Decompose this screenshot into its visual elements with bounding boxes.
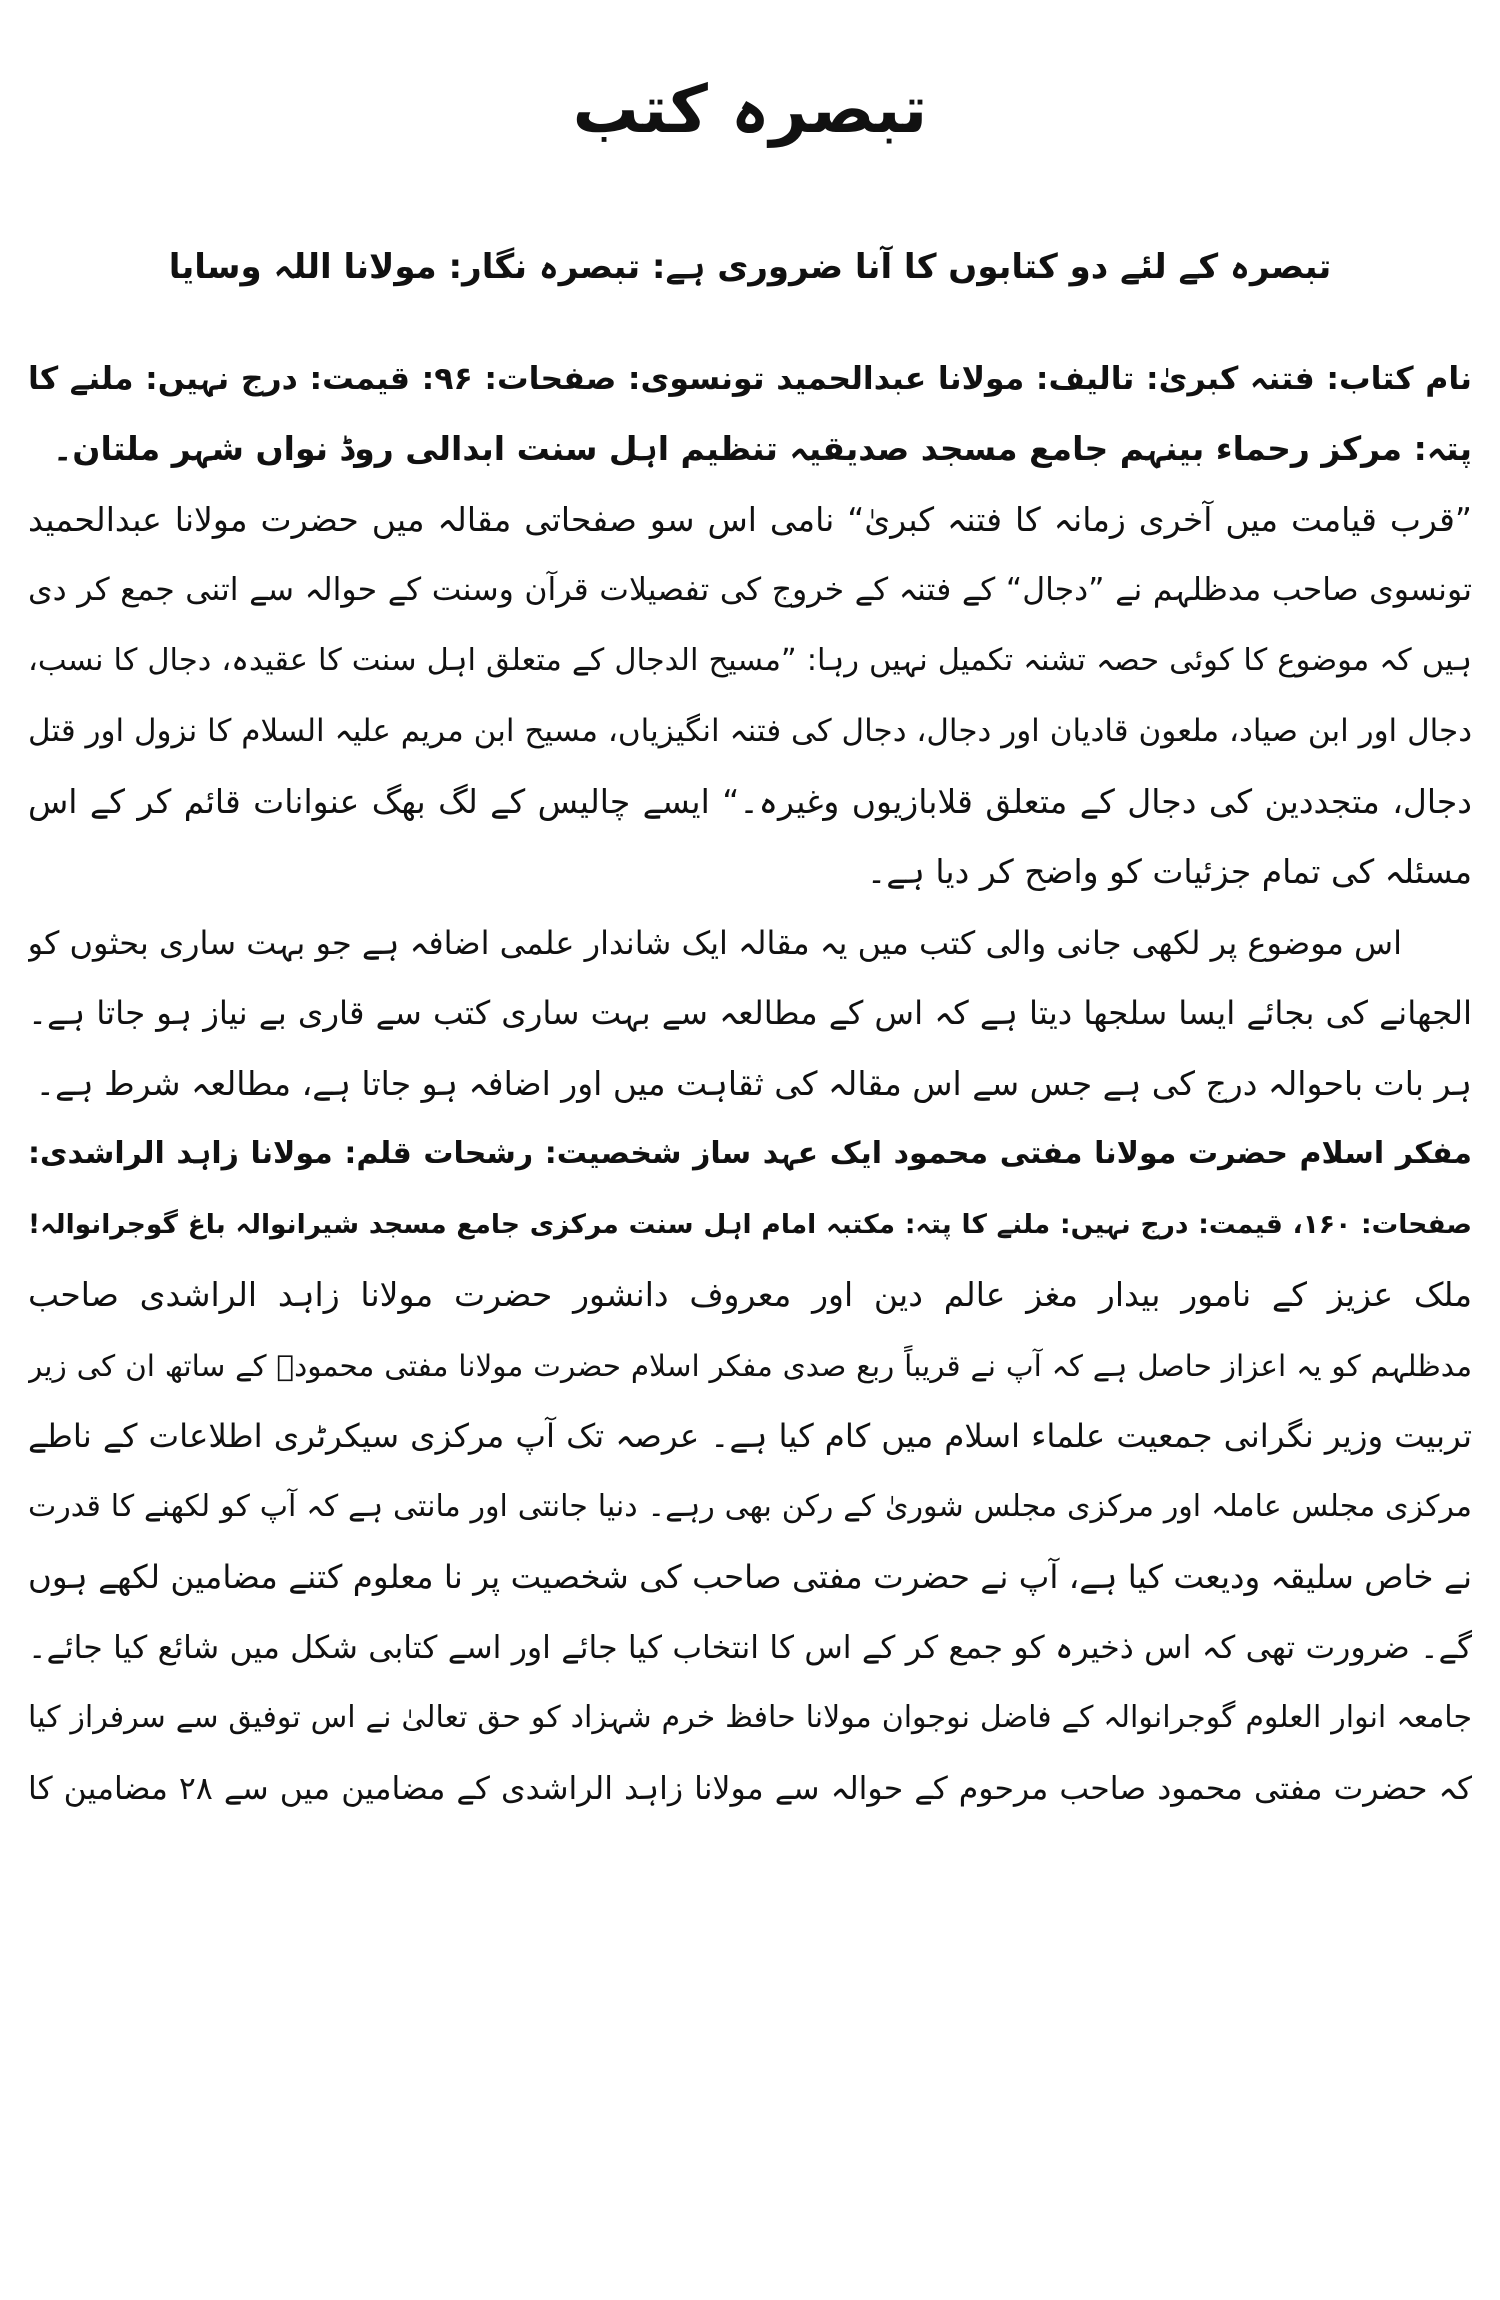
book-one-address-line: پتہ: مرکز رحماء بینہم جامع مسجد صدیقیہ تنظیم اہل سنت ابدالی روڈ نواں شہر ملتان۔ [52, 429, 1472, 469]
text-line: دجال اور ابن صیاد، ملعون قادیان اور دجال، دجال کی فتنہ انگیزیاں، مسیح ابن مریم علیہ السلام کا نزول اور قتل [28, 713, 1472, 750]
text-line: مرکزی مجلس عاملہ اور مرکزی مجلس شوریٰ کے رکن بھی رہے۔ دنیا جانتی اور مانتی ہے کہ آپ کو لکھنے کا قدرت [28, 1488, 1472, 1524]
text-line: نے خاص سلیقہ ودیعت کیا ہے، آپ نے حضرت مفتی صاحب کی شخصیت پر نا معلوم کتنے مضامین لکھے ہوں [28, 1558, 1472, 1597]
page-title: تبصرہ کتب [572, 71, 928, 148]
text-line: ہر بات باحوالہ درج کی ہے جس سے اس مقالہ کی ثقاہت میں اور اضافہ ہو جاتا ہے، مطالعہ شرط ہے۔ [35, 1063, 1472, 1103]
text-line: اس موضوع پر لکھی جانی والی کتب میں یہ مقالہ ایک شاندار علمی اضافہ ہے جو بہت ساری بحثوں کو [28, 923, 1402, 962]
text-line: گے۔ ضرورت تھی کہ اس ذخیرہ کو جمع کر کے اس کا انتخاب کیا جائے اور اسے کتابی شکل میں شائع کیا جائے۔ [28, 1629, 1472, 1666]
text-line: ملک عزیز کے نامور بیدار مغز عالم دین اور معروف دانشور حضرت مولانا زاہد الراشدی صاحب [28, 1275, 1472, 1315]
book-two-details-line: صفحات: ۱۶۰، قیمت: درج نہیں: ملنے کا پتہ: مکتبہ امام اہل سنت مرکزی جامع مسجد شیرانوالہ باغ گوجرانوالہ! [28, 1208, 1472, 1240]
text-line: ہیں کہ موضوع کا کوئی حصہ تشنہ تکمیل نہیں رہا: ”مسیح الدجال کے متعلق اہل سنت کا عقیدہ، دجال کا نسب، [28, 642, 1472, 678]
text-line: ”قرب قیامت میں آخری زمانہ کا فتنہ کبریٰ“ نامی اس سو صفحاتی مقالہ میں حضرت مولانا عبدالحمید [28, 499, 1472, 539]
text-line: الجھانے کی بجائے ایسا سلجھا دیتا ہے کہ اس کے مطالعہ سے بہت ساری کتب سے قاری بے نیاز ہو جاتا ہے۔ [28, 994, 1472, 1033]
text-line: مسئلہ کی تمام جزئیات کو واضح کر دیا ہے۔ [866, 852, 1472, 892]
text-line: تونسوی صاحب مدظلہم نے ”دجال“ کے فتنہ کے خروج کی تفصیلات قرآن وسنت کے حوالہ سے اتنی جمع کر دی [28, 572, 1472, 609]
text-line: دجال، متجددین کی دجال کے متعلق قلابازیوں وغیرہ۔“ ایسے چالیس کے لگ بھگ عنوانات قائم کر کے اس [28, 781, 1472, 821]
book-two-title-line: مفکر اسلام حضرت مولانا مفتی محمود ایک عہد ساز شخصیت: رشحات قلم: مولانا زاہد الراشدی: [28, 1136, 1472, 1172]
review-body [28, 344, 1472, 1825]
text-line: مدظلہم کو یہ اعزاز حاصل ہے کہ آپ نے قریباً ربع صدی مفکر اسلام حضرت مولانا مفتی محمودؒ کے ساتھ ان کی زیر [28, 1348, 1472, 1383]
text-line: کہ حضرت مفتی محمود صاحب مرحوم کے حوالہ سے مولانا زاہد الراشدی کے مضامین میں سے ۲۸ مضامین کا [28, 1770, 1472, 1807]
text-line: تربیت وزیر نگرانی جمعیت علماء اسلام میں کام کیا ہے۔ عرصہ تک آپ مرکزی سیکرٹری اطلاعات کے ناطے [28, 1417, 1472, 1456]
book-one-details-line: نام کتاب: فتنہ کبریٰ: تالیف: مولانا عبدالحمید تونسوی: صفحات: ۹۶: قیمت: درج نہیں: ملنے کا [28, 360, 1472, 397]
text-line: جامعہ انوار العلوم گوجرانوالہ کے فاضل نوجوان مولانا حافظ خرم شہزاد کو حق تعالیٰ نے اس توفیق سے سرفراز کیا [28, 1700, 1472, 1736]
page-subtitle: تبصرہ کے لئے دو کتابوں کا آنا ضروری ہے: تبصرہ نگار: مولانا اللہ وسایا [168, 247, 1332, 288]
